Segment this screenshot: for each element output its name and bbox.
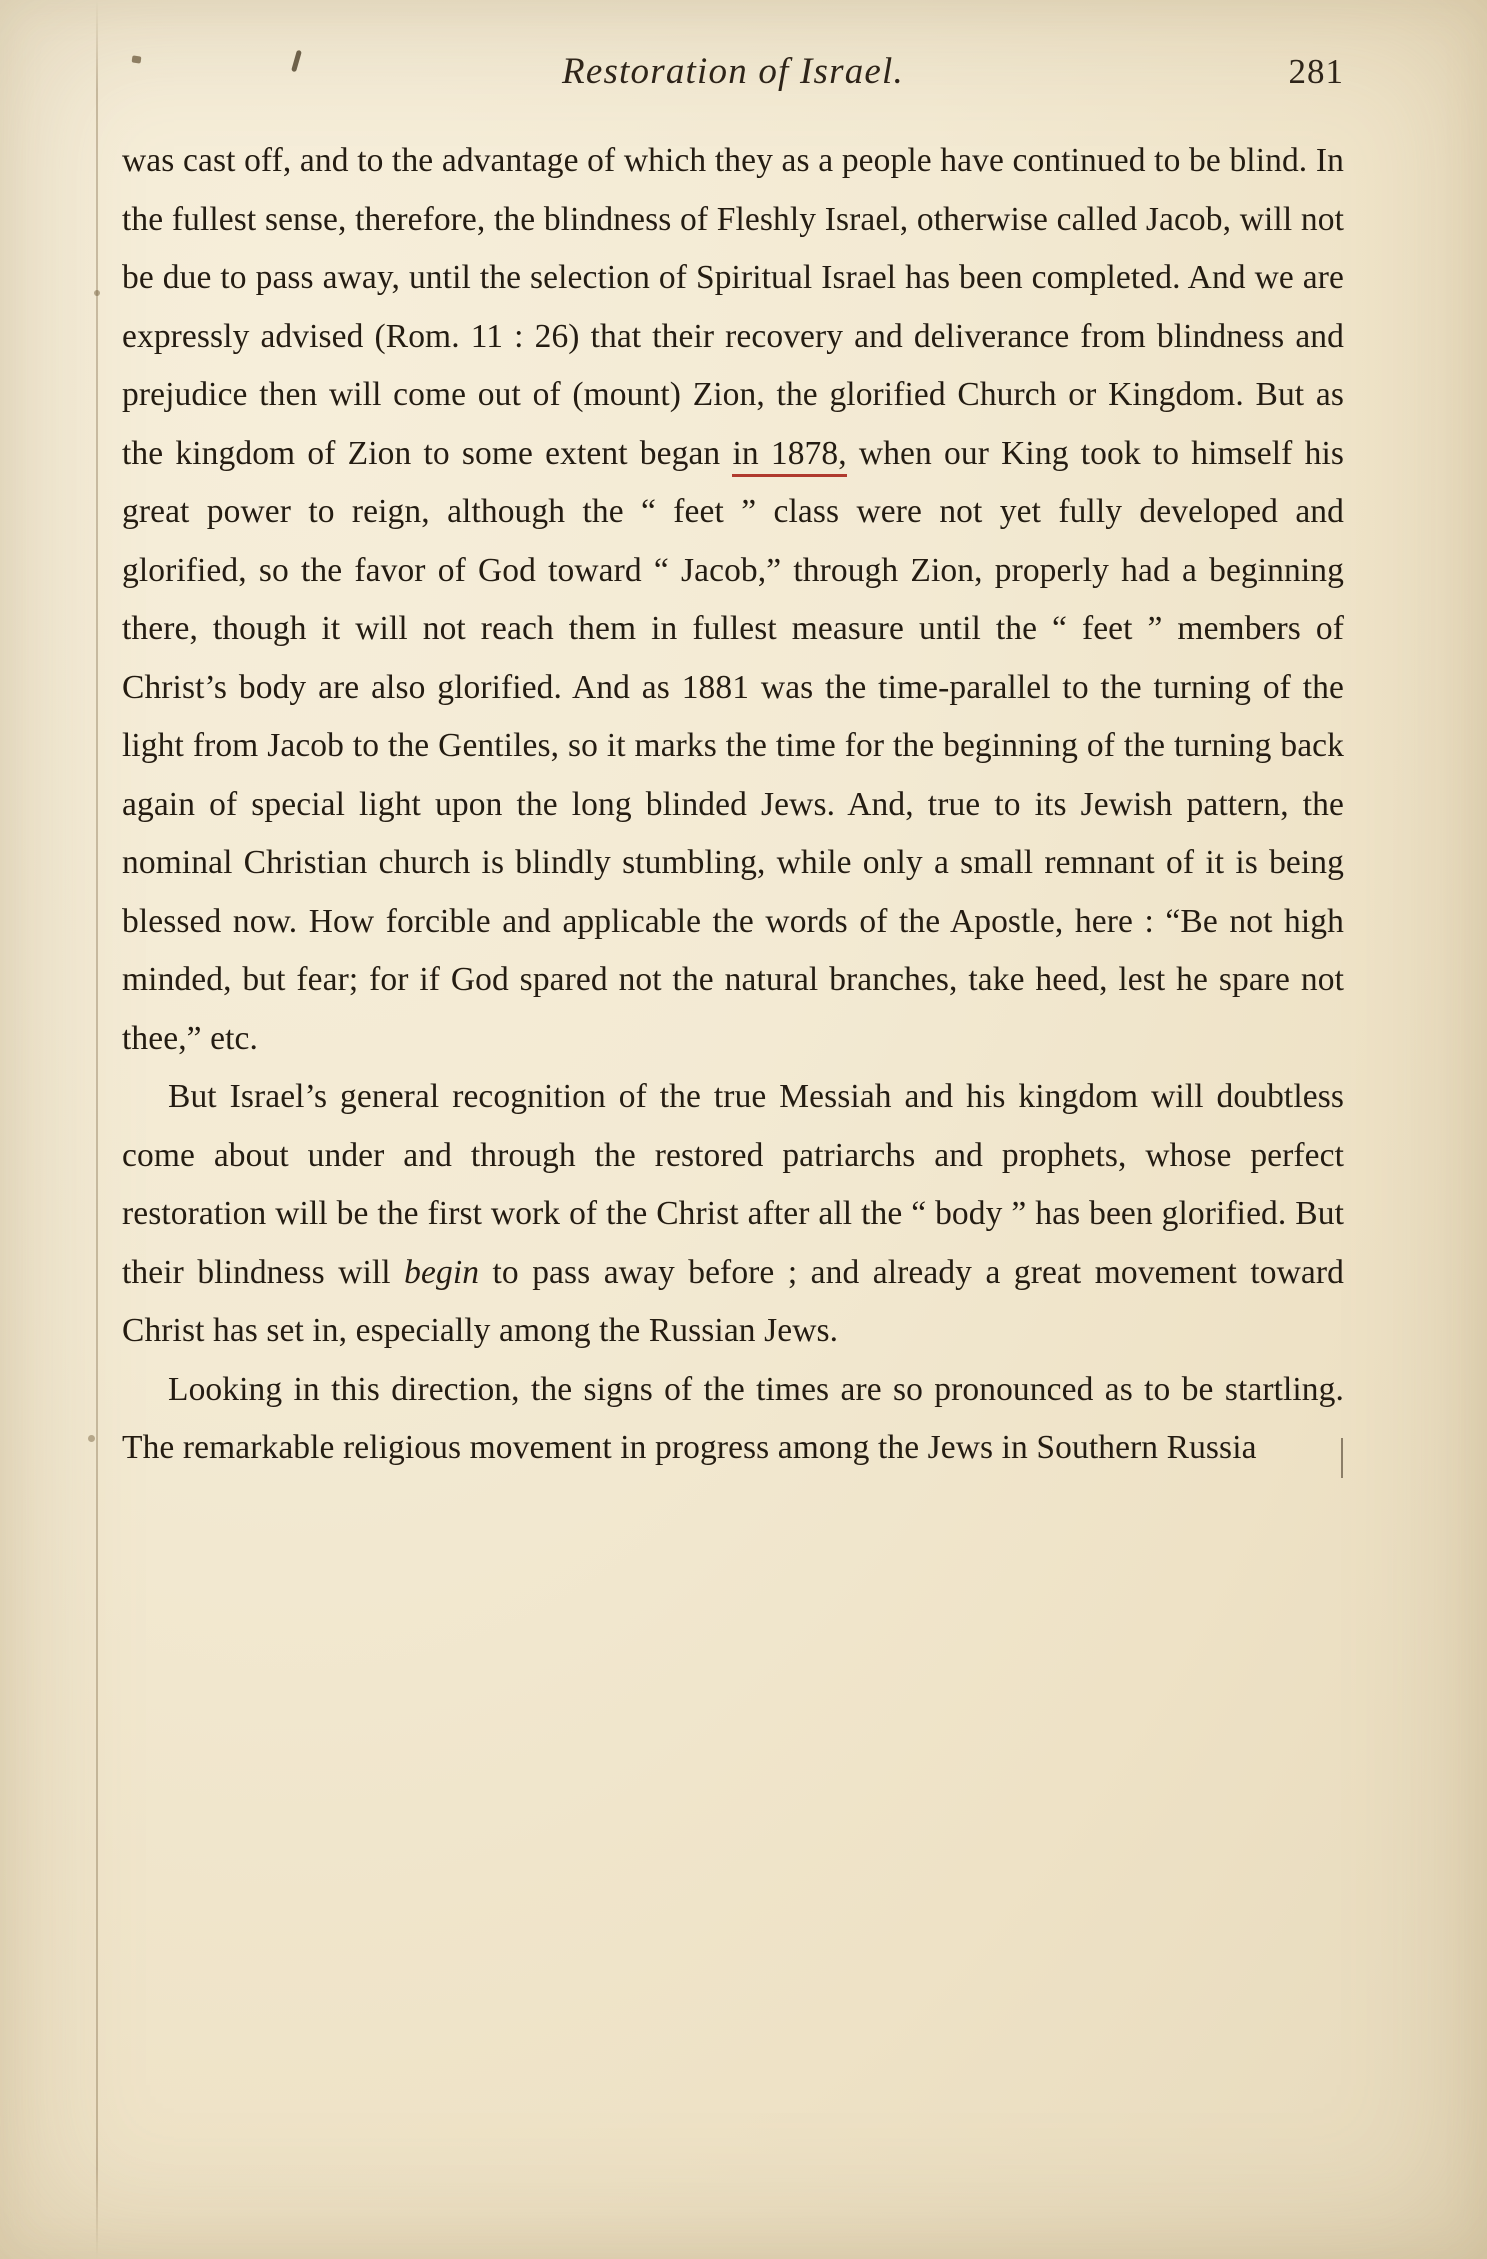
running-header [122, 40, 1344, 110]
text-run: when our King took to himself his great power to reign, although the “ feet ” class were not yet fully developed and glorified, so the favor of God toward “ Jacob,” through Zion, properly had a beginning there, though it will not reach them in fullest measure until the “ feet ” members of Christ’s body are also glorified. And as 1881 was the time-parallel to the turning of the light from Jacob to the Gentiles, so it marks the time for the beginning of the turning back again of special light upon the long blinded Jews. And, true to its Jewish pattern, the nominal Christian church is blindly stumbling, while only a small remnant of it is being blessed now. How forcible and applicable the words of the Apostle, here : “Be not high minded, but fear; for if God spared not the natural branches, take heed, lest he spare not thee,” etc. [122, 434, 1344, 1057]
running-title: Restoration of Israel. [562, 51, 904, 92]
page-edge-mark-icon [1341, 1438, 1343, 1478]
paper-spot-icon [94, 290, 100, 296]
paragraph-2 [122, 1068, 1344, 1361]
highlighted-date: in 1878, [732, 435, 846, 477]
paper-spot-icon [88, 1435, 95, 1442]
page-content [122, 40, 1344, 1478]
text-run: But Israel’s general recognition of the true Messiah and his kingdom will doubtless come about under and through the restored patriarchs and prophets, whose perfect restoration will be the first work of the Christ after all the “ body ” has been glorified. But their blindness will [122, 1078, 1344, 1291]
paragraph-3 [122, 1361, 1344, 1478]
text-run: Looking in this direction, the signs of the times are so pronounced as to be startling. The remarkable religious movement in progress among the Jews in Southern Russia [122, 1370, 1344, 1466]
text-run: to pass away before ; and already a great movement toward Christ has set in, especially among the Russian Jews. [122, 1253, 1344, 1349]
page-number: 281 [1288, 52, 1344, 91]
body-text [122, 132, 1344, 1478]
paragraph-1 [122, 132, 1344, 1068]
page-margin-rule [96, 0, 98, 2259]
emphasis-word: begin [404, 1253, 480, 1291]
text-run: was cast off, and to the advantage of which they as a people have continued to be blind. In the fullest sense, therefore, the blindness of Fleshly Israel, otherwise called Jacob, will not be due to pass away, until the selection of Spiritual Israel has been completed. And we are expressly advised (Rom. 11 : 26) that their recovery and deliverance from blindness and prejudice then will come out of (mount) Zion, the glorified Church or Kingdom. But as the kingdom of Zion to some extent began [122, 142, 1344, 472]
